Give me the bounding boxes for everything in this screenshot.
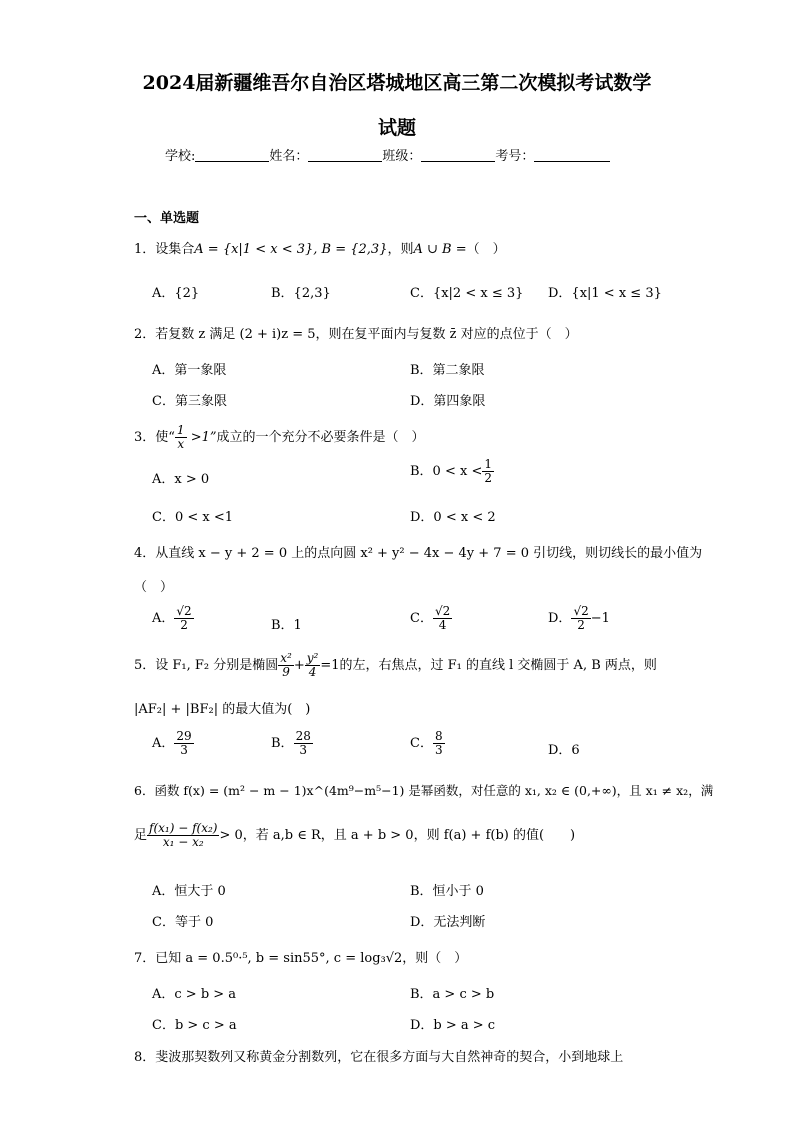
q4-a-den: 2 [180,618,188,632]
q4-c-num: √2 [434,604,451,618]
question-7: 7．已知 a = 0.5⁰·⁵, b = sin55°, c = log₃√2，则（ ） [134,951,468,966]
q2-option-b: B．第二象限 [410,363,485,378]
q5-b-num: 28 [295,729,311,743]
q6-option-d: D．无法判断 [410,915,486,930]
q5-a-num: 29 [176,729,192,743]
q5-a-fraction [174,730,193,757]
school-blank[interactable] [195,147,269,162]
q5-b-den: 3 [299,743,308,757]
q5-a-pre: A． [152,736,175,751]
q7-option-c: C．b > c > a [152,1018,237,1033]
q4-c-fraction [433,605,452,632]
q3-post: 成立的一个充分不必要条件是（ ） [216,430,425,445]
q1-option-a: A．{2} [152,286,200,301]
q5-frac1-den: 9 [282,665,290,679]
q1-expr2: A ∪ B = [413,242,467,257]
q3-b-num: 1 [484,457,492,471]
question-4: 4．从直线 x − y + 2 = 0 上的点向圆 x² + y² − 4x − 4y + 7 = 0 引切线，则切线长的最小值为 [134,546,703,561]
school-label: 学校: [165,149,196,164]
question-5 [134,652,657,679]
student-info-row [165,145,610,164]
question-4-tail: （ ） [134,580,174,595]
q4-c-pre: C． [410,611,433,626]
q5-option-c [410,730,445,757]
q4-option-a [152,605,194,632]
q5-c-pre: C． [410,736,433,751]
q4-c-den: 4 [438,618,447,632]
q3-b-fraction [482,458,494,485]
q5-a-den: 3 [180,743,188,757]
q5-option-a [152,730,194,757]
name-label: 姓名： [269,149,309,164]
q5-frac2 [305,652,321,679]
q5-b-fraction [294,730,313,757]
number-label: 考号： [495,149,535,164]
q4-d-num: √2 [573,604,589,618]
q6-fraction [147,822,219,849]
q5-frac2-den: 4 [308,665,317,679]
q6-option-b: B．恒小于 0 [410,884,484,899]
q5-option-d: D．6 [548,743,580,758]
q4-option-c [410,605,452,632]
q1-tail: （ ） [466,242,506,257]
q4-a-pre: A． [152,611,175,626]
q4-a-num: √2 [176,604,192,618]
q3-gt: >1” [186,430,217,445]
number-blank[interactable] [534,147,610,162]
question-8: 8．斐波那契数列又称黄金分割数列，它在很多方面与大自然神奇的契合，小到地球上 [134,1050,624,1065]
q3-option-c: C．0 < x <1 [152,510,234,525]
question-1 [134,238,506,257]
q3-b-pre: B．0 < x < [410,464,483,479]
q3-option-d: D．0 < x < 2 [410,510,496,525]
q3-frac-num: 1 [176,423,185,437]
name-blank[interactable] [308,147,382,162]
q2-option-a: A．第一象限 [152,363,227,378]
class-label: 班级： [382,149,422,164]
q5-c-den: 3 [434,743,443,757]
q5-c-fraction [433,730,445,757]
q1-option-d: D．{x|1 < x ≤ 3} [548,286,662,301]
q3-option-b [410,458,494,485]
q5-c-num: 8 [434,729,443,743]
q5-frac2-num: y² [306,651,319,665]
question-6-line2 [134,822,575,849]
q3-b-den: 2 [484,471,492,485]
q6-option-a: A．恒大于 0 [152,884,226,899]
q2-option-d: D．第四象限 [410,394,486,409]
q7-option-d: D．b > a > c [410,1018,496,1033]
q4-d-pre: D． [548,611,572,626]
q1-option-c: C．{x|2 < x ≤ 3} [410,286,524,301]
q4-d-post: −1 [590,611,610,626]
q1-label: 1．设集合 [134,242,195,257]
q5-frac1-num: x² [280,651,292,665]
q6-pre2: 足 [134,828,148,843]
q4-a-fraction [174,605,193,632]
q1-mid: ，则 [387,242,414,257]
q3-fraction [175,424,187,451]
q1-option-b: B．{2,3} [271,286,331,301]
class-blank[interactable] [421,147,495,162]
question-2: 2．若复数 z 满足 (2 + i)z = 5，则在复平面内与复数 z̄ 对应的点位于（ ） [134,327,578,342]
question-3 [134,424,425,451]
q6-post2: > 0，若 a,b ∈ R，且 a + b > 0，则 f(a) + f(b) 的值( ) [219,828,576,843]
q4-option-b: B．1 [271,618,302,633]
question-6: 6．函数 f(x) = (m² − m − 1)x^(4m⁹−m⁵−1) 是幂函数，对任意的 x₁, x₂ ∈ (0,+∞)，且 x₁ ≠ x₂，满 [134,783,714,798]
exam-title-line1: 2024届新疆维吾尔自治区塔城地区高三第二次模拟考试数学 [142,72,652,94]
q5-b-pre: B． [271,736,294,751]
q3-frac-den: x [177,437,185,451]
q5-frac1 [278,652,294,679]
q5-pre: 5．设 F₁, F₂ 分别是椭圆 [134,658,279,673]
q7-option-b: B．a > c > b [410,987,495,1002]
q1-expr: A = {x|1 < x < 3}, B = {2,3} [194,242,388,257]
q5-plus: + [293,658,305,673]
q3-option-a: A．x > 0 [152,472,210,487]
question-5-line2: |AF₂| + |BF₂| 的最大值为( ) [134,702,311,717]
q6-frac-den: x₁ − x₂ [162,835,204,849]
q5-option-b [271,730,313,757]
q6-option-c: C．等于 0 [152,915,214,930]
exam-title-line2: 试题 [377,117,416,139]
q4-d-fraction [571,605,590,632]
q6-frac-num: f(x₁) − f(x₂) [149,821,218,835]
q7-option-a: A．c > b > a [152,987,237,1002]
q5-post: =1的左，右焦点，过 F₁ 的直线 l 交椭圆于 A, B 两点，则 [320,658,657,673]
q2-option-c: C．第三象限 [152,394,227,409]
section-title: 一、单选题 [134,211,200,226]
q3-pre: 3．使“ [134,430,175,445]
q4-option-d [548,605,610,632]
q4-d-den: 2 [577,618,585,632]
